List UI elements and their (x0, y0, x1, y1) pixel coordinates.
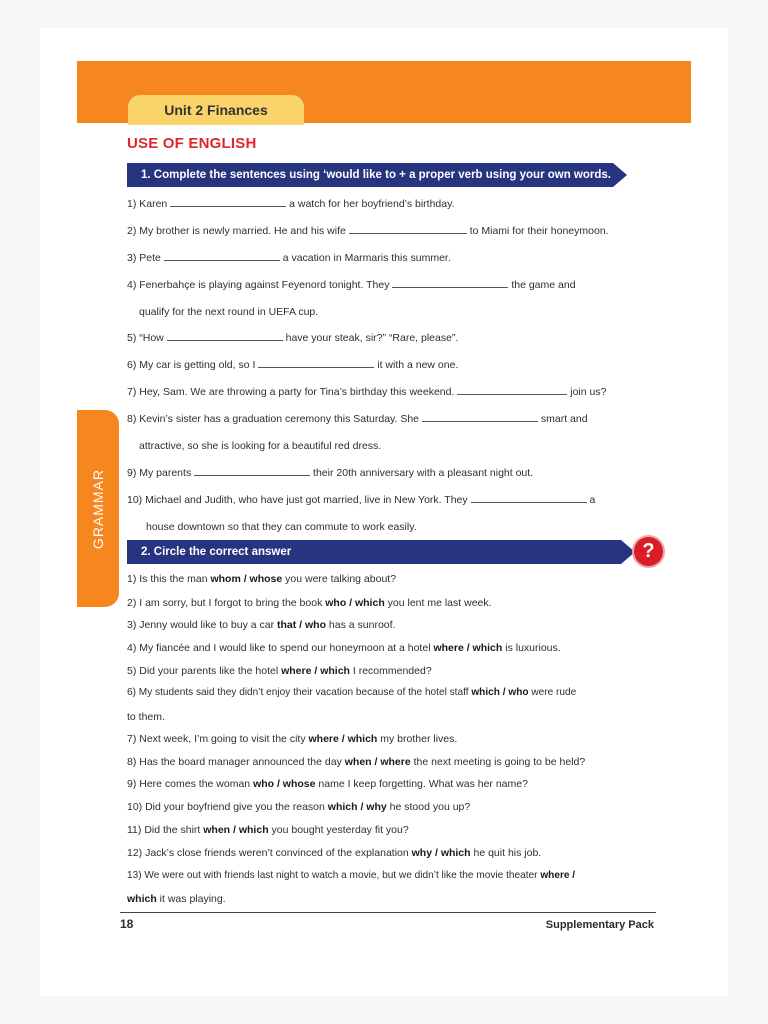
ex2-line-text: 1) Is this the man (127, 573, 211, 585)
ex1-line-4 (127, 278, 576, 292)
ex2-line-text: were rude (528, 687, 577, 698)
ex2-line-text: it was playing. (156, 893, 226, 905)
ex1-line-10 (127, 493, 595, 507)
ex1-line-text: a vacation in Marmaris this summer. (282, 252, 451, 264)
ex2-line-9 (127, 777, 528, 791)
answer-options[interactable]: whom / whose (210, 573, 283, 585)
ex2-line-4 (127, 641, 561, 655)
ex2-line-13 (127, 869, 575, 883)
answer-blank (471, 493, 587, 503)
answer-blank (349, 224, 467, 234)
ex2-line-text: 10) Did your boyfriend give you the reason (127, 801, 328, 813)
ex1-line-8-cont: attractive, so she is looking for a beautiful red dress. (139, 440, 382, 452)
ex2-line-text: he quit his job. (470, 847, 542, 859)
ex2-line-5 (127, 664, 432, 678)
footer-label: Supplementary Pack (545, 919, 654, 931)
ex1-line-text: 5) “How (127, 332, 164, 344)
ex2-line-text: my brother lives. (377, 733, 458, 745)
ex2-line-6-cont (127, 710, 165, 724)
ex1-line-5 (127, 331, 458, 345)
ex1-line-text: it with a new one. (377, 359, 459, 371)
ex1-line-text: to Miami for their honeymoon. (469, 225, 609, 237)
ex1-line-3 (127, 251, 451, 265)
ex2-line-6 (127, 686, 576, 700)
ex2-line-text: 8) Has the board manager announced the day (127, 756, 345, 768)
ex2-line-text: 3) Jenny would like to buy a car (127, 619, 277, 631)
footer-divider (120, 912, 656, 913)
ex2-line-2 (127, 596, 492, 610)
answer-options[interactable]: where / which (308, 733, 378, 745)
ex2-line-text: 11) Did the shirt (127, 824, 204, 836)
ex2-line-1 (127, 572, 396, 586)
ex2-line-text: he stood you up? (386, 801, 471, 813)
answer-options[interactable]: which / who (471, 687, 529, 698)
ex2-line-text: to them. (127, 711, 165, 723)
answer-blank (164, 251, 280, 261)
ex2-line-text: I recommended? (349, 665, 432, 677)
ex1-line-10-cont: house downtown so that they can commute to work easily. (146, 521, 417, 533)
answer-options[interactable]: where / (540, 870, 576, 881)
ex1-line-6 (127, 358, 458, 372)
ex1-line-2 (127, 224, 609, 238)
ex1-line-9 (127, 466, 533, 480)
answer-options[interactable]: why / which (411, 847, 471, 859)
exercise2-title-bar: 2. Circle the correct answer (127, 540, 621, 564)
answer-options[interactable]: that / who (277, 619, 326, 631)
ex2-line-text: 7) Next week, I’m going to visit the city (127, 733, 309, 745)
answer-blank (422, 412, 538, 422)
ex2-line-text: has a sunroof. (326, 619, 396, 631)
ex1-line-text: 8) Kevin’s sister has a graduation ceremony this Saturday. She (127, 413, 420, 425)
answer-blank (170, 197, 286, 207)
ex2-line-text: 5) Did your parents like the hotel (127, 665, 282, 677)
answer-options[interactable]: who / whose (253, 778, 316, 790)
ex1-line-text: 9) My parents (127, 467, 192, 479)
grammar-side-tab-label: GRAMMAR (90, 468, 106, 549)
ex2-line-3 (127, 618, 395, 632)
ex1-line-text: join us? (570, 386, 607, 398)
ex1-line-text: 6) My car is getting old, so I (127, 359, 256, 371)
ex2-line-11 (127, 823, 409, 837)
ex1-line-1 (127, 197, 455, 211)
ex2-line-text: name I keep forgetting. What was her name? (315, 778, 528, 790)
unit-tab: Unit 2 Finances (128, 95, 304, 125)
ex2-line-7 (127, 732, 457, 746)
ex2-line-10 (127, 800, 470, 814)
answer-options[interactable]: where / which (281, 665, 350, 677)
answer-blank (194, 466, 310, 476)
ex2-line-text: you lent me last week. (384, 597, 492, 609)
answer-options[interactable]: which (127, 893, 157, 905)
answer-blank (392, 278, 508, 288)
ex2-line-text: 6) My students said they didn’t enjoy their vacation because of the hotel staff (127, 687, 472, 698)
answer-options[interactable]: who / which (325, 597, 385, 609)
question-mark-icon[interactable]: ? (634, 537, 663, 566)
ex2-line-12 (127, 846, 541, 860)
ex2-line-text: you were talking about? (282, 573, 397, 585)
ex1-line-text: a watch for her boyfriend’s birthday. (289, 198, 455, 210)
ex2-line-text: 4) My fiancée and I would like to spend our honeymoon at a hotel (127, 642, 434, 654)
ex1-line-text: 7) Hey, Sam. We are throwing a party for Tina’s birthday this weekend. (127, 386, 455, 398)
answer-options[interactable]: which / why (327, 801, 387, 813)
ex1-line-text: 3) Pete (127, 252, 161, 264)
ex2-line-13-cont (127, 892, 226, 906)
answer-blank (167, 331, 283, 341)
ex1-line-8 (127, 412, 588, 426)
ex2-line-8 (127, 755, 585, 769)
ex1-line-text: their 20th anniversary with a pleasant night out. (313, 467, 534, 479)
section-title: USE OF ENGLISH (127, 135, 257, 152)
grammar-side-tab (77, 410, 119, 607)
ex1-line-text: 2) My brother is newly married. He and his wife (127, 225, 346, 237)
ex1-line-7 (127, 385, 606, 399)
ex2-line-text: you bought yesterday fit you? (268, 824, 409, 836)
ex2-line-text: 9) Here comes the woman (127, 778, 254, 790)
ex1-line-text: have your steak, sir?” “Rare, please”. (285, 332, 459, 344)
ex2-line-text: 2) I am sorry, but I forgot to bring the book (127, 597, 326, 609)
answer-options[interactable]: when / where (344, 756, 411, 768)
ex2-line-text: 12) Jack’s close friends weren’t convinced of the explanation (127, 847, 412, 859)
ex1-line-text: 10) Michael and Judith, who have just got married, live in New York. They (127, 494, 468, 506)
ex1-line-text: 1) Karen (127, 198, 168, 210)
ex2-line-text: 13) We were out with friends last night to watch a movie, but we didn’t like the movie theater (127, 870, 541, 881)
ex1-line-text: smart and (540, 413, 588, 425)
answer-options[interactable]: when / which (203, 824, 269, 836)
ex1-line-4-cont: qualify for the next round in UEFA cup. (139, 306, 319, 318)
ex1-line-text: the game and (511, 279, 576, 291)
page-number: 18 (120, 917, 134, 931)
ex2-line-text: the next meeting is going to be held? (410, 756, 586, 768)
ex1-line-text: a (589, 494, 596, 506)
exercise1-title-bar: 1. Complete the sentences using ‘would like to + a proper verb using your own words. (127, 163, 613, 187)
answer-blank (258, 358, 374, 368)
answer-blank (457, 385, 567, 395)
ex1-line-text: 4) Fenerbahçe is playing against Feyenord tonight. They (127, 279, 390, 291)
ex2-line-text: is luxurious. (502, 642, 561, 654)
answer-options[interactable]: where / which (433, 642, 503, 654)
